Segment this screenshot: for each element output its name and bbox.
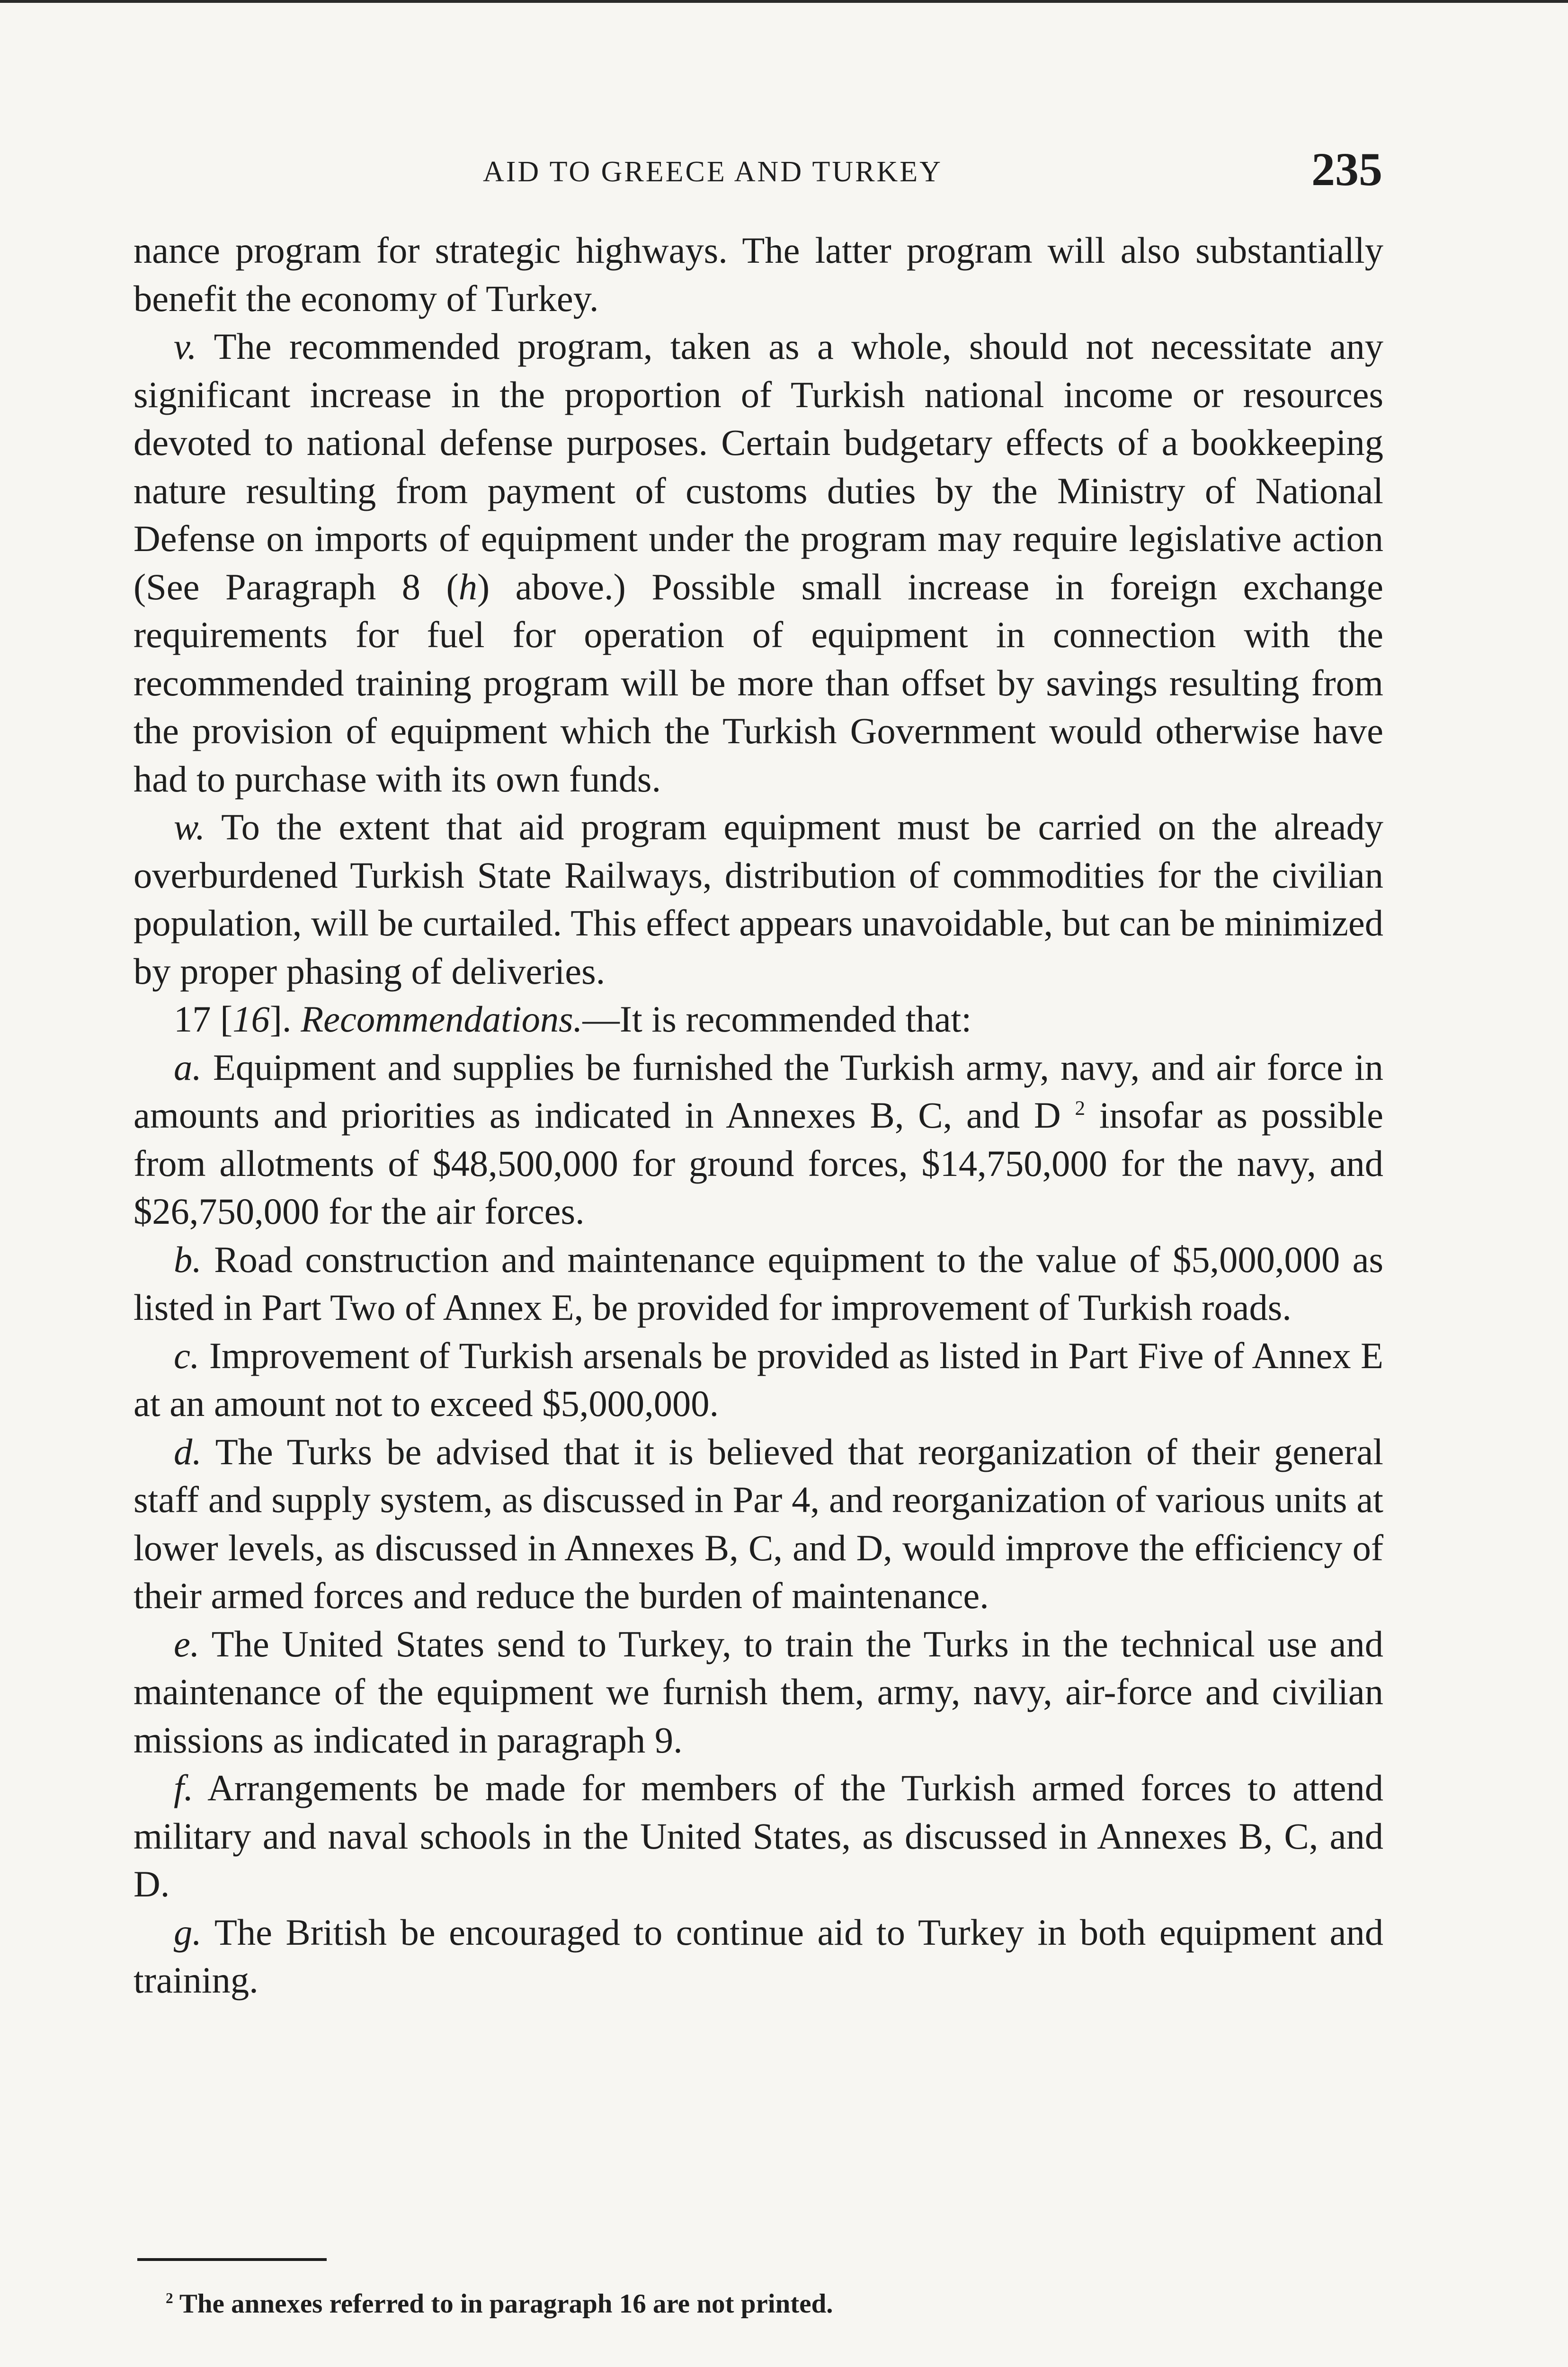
footnote-marker: 2	[166, 2290, 173, 2306]
paragraph-17	[134, 995, 1383, 1043]
paragraph-text: Improvement of Turkish arsenals be provided as listed in Part Five of Annex E at an amount not to exceed $5,000,000.	[134, 1335, 1383, 1424]
section-heading: Recommendations.	[301, 998, 583, 1040]
recommendation-b	[134, 1236, 1383, 1332]
paragraph-text: Arrangements be made for members of the Turkish armed forces to attend military and naval schools in the United States, as discussed in Annexes B, C, and D.	[134, 1767, 1384, 1904]
item-label: b.	[174, 1238, 202, 1280]
recommendation-c	[134, 1332, 1383, 1428]
paragraph-text: nance program for strategic highways. The latter program will also substantially benefit the economy of Turkey.	[134, 230, 1383, 319]
paragraph-w	[134, 803, 1383, 995]
footnote-reference: 2	[1075, 1097, 1086, 1120]
paragraph-text: To the extent that aid program equipment must be carried on the already overburdened Turkish State Railways, distribution of commodities for the civilian population, will be curtailed. This effect appears unavoidable, but can be minimized by proper phasing of deliveries.	[134, 806, 1383, 992]
item-label: w.	[174, 806, 205, 847]
paragraph-old-number: 16	[232, 998, 270, 1040]
recommendation-a	[134, 1043, 1383, 1236]
paragraph-text: The Turks be advised that it is believed that reorganization of their general staff and supply system, as discussed in Par 4, and reorganization of various units at lower levels, as discussed in Annexes B, C, and D, would improve the efficiency of their armed forces and reduce the burden of maintenance.	[134, 1431, 1383, 1616]
paragraph-continuation	[134, 226, 1383, 322]
running-head	[0, 142, 1568, 208]
paragraph-text: ) above.) Possible small increase in foreign exchange requirements for fuel for operation of equipment in connection with the recommended training program will be more than offset by savings resulting from the provision of equipment which the Turkish Government would otherwise have had to purchase with its own funds.	[134, 566, 1383, 800]
paragraph-text: The British be encouraged to continue aid to Turkey in both equipment and training.	[134, 1911, 1383, 2001]
paragraph-text: Road construction and maintenance equipment to the value of $5,000,000 as listed in Part Two of Annex E, be provided for improvement of Turkish roads.	[134, 1238, 1384, 1328]
footnote	[166, 2287, 1349, 2321]
recommendation-e	[134, 1620, 1383, 1764]
paragraph-text: —It is recommended that:	[582, 998, 972, 1040]
running-title: AID TO GREECE AND TURKEY	[483, 156, 943, 188]
item-label: g.	[174, 1911, 202, 1953]
item-label: c.	[174, 1335, 200, 1376]
item-label: f.	[174, 1767, 194, 1808]
paragraph-number-close: ].	[269, 998, 301, 1040]
paragraph-text: The recommended program, taken as a whole, should not necessitate any significant increase in the proportion of Turkish national income or resources devoted to national defense purposes. Certain budgetary effects of a bookkeeping nature resulting from payment of customs duties by the Ministry of National Defense on imports of equipment under the program may require legislative action (See Paragraph 8 (	[134, 326, 1383, 607]
recommendation-f	[134, 1764, 1383, 1908]
paragraph-text: insofar as possible from allotments of $48,500,000 for ground forces, $14,750,000 for the navy, and $26,750,000 for the air forces.	[134, 1095, 1384, 1232]
paragraph-number: 17 [	[174, 998, 233, 1040]
item-label: v.	[174, 326, 197, 367]
paragraph-text: Equipment and supplies be furnished the Turkish army, navy, and air force in amounts and priorities as indicated in Annexes B, C, and D	[134, 1046, 1383, 1136]
top-border-rule	[0, 0, 1568, 3]
paragraph-text: The United States send to Turkey, to train the Turks in the technical use and maintenance of the equipment we furnish them, army, navy, air-force and civilian missions as indicated in paragraph 9.	[134, 1623, 1383, 1761]
paragraph-v	[134, 322, 1383, 803]
recommendation-g	[134, 1908, 1383, 2004]
item-label: a.	[174, 1046, 202, 1088]
footnote-divider	[137, 2258, 327, 2261]
item-label: e.	[174, 1623, 200, 1664]
page-number: 235	[1311, 143, 1382, 196]
footnote-text: The annexes referred to in paragraph 16 are not printed.	[179, 2289, 833, 2319]
item-label: h	[458, 566, 477, 607]
body-text	[134, 226, 1383, 2004]
item-label: d.	[174, 1431, 202, 1472]
recommendation-d	[134, 1428, 1383, 1620]
